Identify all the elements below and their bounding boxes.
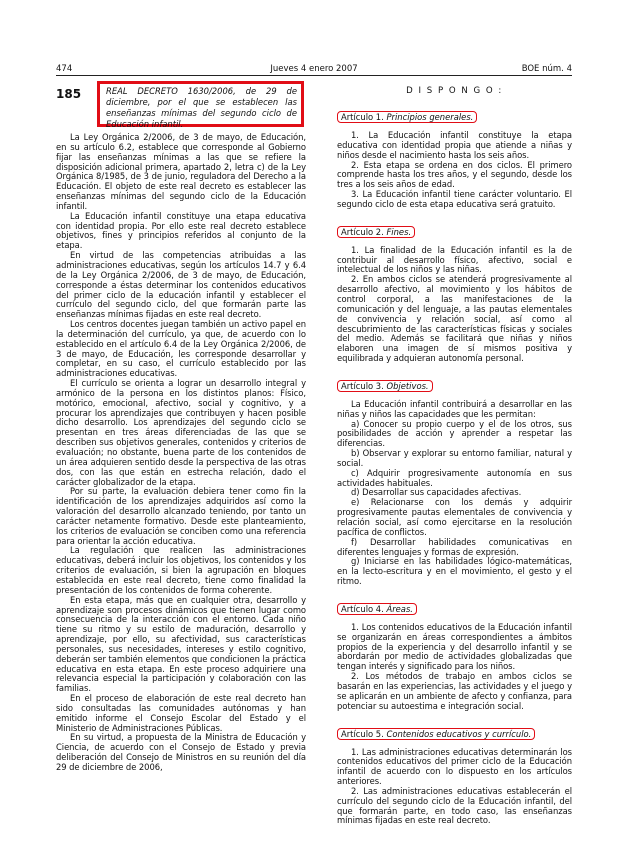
article-3 xyxy=(337,374,572,587)
article-paragraph: 1. La finalidad de la Educación infantil es la de contribuir al desarrollo físico, afectivo, social e intelectual de los niños y las niñas. xyxy=(337,244,572,275)
preamble-paragraph: En el proceso de elaboración de este real decreto han sido consultadas las comunidades autónomas y han emitido informe el Consejo Escolar del Estado y el Ministerio de Administraciones Públicas. xyxy=(56,693,306,733)
article-heading xyxy=(337,728,535,740)
article-heading xyxy=(337,603,417,615)
article-2 xyxy=(337,220,572,364)
bulletin-number: BOE núm. 4 xyxy=(521,64,572,74)
article-paragraph: g) Iniciarse en las habilidades lógico-matemáticas, en la lecto-escritura y en el movimiento, el gesto y el ritmo. xyxy=(337,556,572,587)
preamble-paragraph: La regulación que realicen las administraciones educativas, deberá incluir los objetivos, los contenidos y los criterios de evaluación, si bien la agrupación en bloques establecida en este real decreto, tiene como finalidad la presentación de los contenidos de forma coherente. xyxy=(56,545,306,595)
article-label: Artículo 5. xyxy=(341,728,384,739)
article-title: Objetivos. xyxy=(386,380,429,391)
article-paragraph: 2. Los métodos de trabajo en ambos ciclos se basarán en las experiencias, las actividades y el juego y se aplicarán en un ambiente de afecto y confianza, para potenciar su autoestima e integración social. xyxy=(337,671,572,711)
article-paragraph: e) Relacionarse con los demás y adquirir progresivamente pautas elementales de convivencia y relación social, así como ejercitarse en la resolución pacífica de conflictos. xyxy=(337,497,572,537)
article-5 xyxy=(337,722,572,827)
article-heading xyxy=(337,111,477,123)
article-paragraph: f) Desarrollar habilidades comunicativas en diferentes lenguajes y formas de expresión. xyxy=(337,536,572,557)
dispongo-heading: D I S P O N G O : xyxy=(406,86,503,96)
preamble-paragraph: En su virtud, a propuesta de la Ministra de Educación y Ciencia, de acuerdo con el Consejo de Estado y previa deliberación del Consejo de Ministros en su reunión del día 29 de diciembre de 2006, xyxy=(56,732,306,772)
preamble-paragraph: Los centros docentes juegan también un activo papel en la determinación del currículo, ya que, de acuerdo con lo establecido en el artículo 6.4 de la Ley Orgánica 2/2006, de 3 de mayo, de Educación, les corresponde desarrollar y completar, en su caso, el currículo establecido por las administraciones educativas. xyxy=(56,319,306,379)
article-title: Áreas. xyxy=(386,603,413,614)
article-4 xyxy=(337,597,572,712)
article-heading xyxy=(337,226,415,238)
decree-title: REAL DECRETO 1630/2006, de 29 de diciembre, por el que se establecen las enseñanzas mínimas del segundo ciclo de Educación infantil. xyxy=(106,86,297,129)
article-title: Contenidos educativos y currículo. xyxy=(386,728,532,739)
article-paragraph: 1. Los contenidos educativos de la Educación infantil se organizarán en áreas correspondientes a ámbitos propios de la experiencia y del desarrollo infantil y se abordarán por medio de actividades globalizadas que tengan interés y significado para los niños. xyxy=(337,621,572,672)
decree-number: 185 xyxy=(56,87,82,101)
header-date: Jueves 4 enero 2007 xyxy=(270,64,358,74)
page-header xyxy=(56,63,572,76)
article-paragraph: 1. Las administraciones educativas determinarán los contenidos educativos del primer ciclo de la Educación infantil de acuerdo con lo dispuesto en los artículos anteriores. xyxy=(337,746,572,787)
preamble-paragraph: El currículo se orienta a lograr un desarrollo integral y armónico de la persona en los distintos planos: Físico, motórico, emocional, afectivo, social y cognitivo, y a procurar los aprendizajes que contribuyen y hacen posible dicho desarrollo. Los aprendizajes del segundo ciclo se presentan en tres áreas diferenciadas de las que se describen sus objetivos generales, contenidos y criterios de evaluación; no obstante, buena parte de los contenidos de un área adquieren sentido desde la perspectiva de las otras dos, con las que están en estrecha relación, dado el carácter globalizador de la etapa. xyxy=(56,378,306,487)
page-number: 474 xyxy=(56,64,73,74)
right-column xyxy=(337,87,572,836)
article-paragraph: 3. La Educación infantil tiene carácter voluntario. El segundo ciclo de esta etapa educativa será gratuito. xyxy=(337,189,572,209)
article-label: Artículo 1. xyxy=(341,112,384,122)
article-label: Artículo 4. xyxy=(341,603,384,614)
articles xyxy=(337,105,572,826)
article-paragraph: 2. Las administraciones educativas establecerán el currículo del segundo ciclo de la Educación infantil, del que formarán parte, en todo caso, las enseñanzas mínimas fijadas en este real decreto. xyxy=(337,785,572,826)
article-1 xyxy=(337,105,572,210)
article-paragraph: b) Observar y explorar su entorno familiar, natural y social. xyxy=(337,448,572,468)
preamble-paragraph: En esta etapa, más que en cualquier otra, desarrollo y aprendizaje son procesos dinámicos que tienen lugar como consecuencia de la interacción con el entorno. Cada niño tiene su ritmo y su estilo de maduración, desarrollo y aprendizaje, por ello, su afectividad, sus características personales, sus necesidades, intereses y estilo cognitivo, deberán ser también elementos que condicionen la práctica educativa en esta etapa. En este proceso adquiriere una relevancia especial la participación y colaboración con las familias. xyxy=(56,594,306,694)
article-label: Artículo 2. xyxy=(341,226,384,237)
preamble-paragraph: La Educación infantil constituye una etapa educativa con identidad propia. Por ello este real decreto establece objetivos, fines y principios referidos al conjunto de la etapa. xyxy=(56,210,306,251)
article-title: Fines. xyxy=(386,226,412,237)
article-title: Principios generales. xyxy=(386,112,474,122)
article-paragraph: 1. La Educación infantil constituye la etapa educativa con identidad propia que atiende a niñas y niños desde el nacimiento hasta los seis años. xyxy=(337,130,572,160)
article-paragraph: d) Desarrollar sus capacidades afectivas. xyxy=(351,487,522,498)
preamble-paragraph: Por su parte, la evaluación debiera tener como fin la identificación de los aprendizajes adquiridos así como la valoración del desarrollo alcanzado teniendo, por tanto un carácter netamente formativo. Desde este planteamiento, los criterios de evaluación se conciben como una referencia para orientar la acción educativa. xyxy=(56,486,306,546)
article-paragraph: 2. Esta etapa se ordena en dos ciclos. El primero comprende hasta los tres años, y el segundo, desde los tres a los seis años de edad. xyxy=(337,159,572,190)
preamble-paragraph: La Ley Orgánica 2/2006, de 3 de mayo, de Educación, en su artículo 6.2, establece que corresponde al Gobierno fijar las enseñanzas mínimas a las que se refiere la disposición adicional primera, apartado 2, letra c) de la Ley Orgánica 8/1985, de 3 de junio, reguladora del Derecho a la Educación. El objeto de este real decreto es establecer las enseñanzas mínimas del segundo ciclo de la Educación infantil. xyxy=(56,132,306,211)
preamble xyxy=(56,133,306,773)
article-label: Artículo 3. xyxy=(341,380,384,391)
article-heading xyxy=(337,380,433,392)
article-paragraph: 2. En ambos ciclos se atenderá progresivamente al desarrollo afectivo, al movimiento y los hábitos de control corporal, a las manifestaciones de la comunicación y del lenguaje, a las pautas elementales de convivencia y relación social, así como al descubrimiento de las características físicas y sociales del medio. Además se facilitará que niñas y niños elaboren una imagen de sí mismos positiva y equilibrada y adquieran autonomía personal. xyxy=(337,274,572,364)
article-paragraph: a) Conocer su propio cuerpo y el de los otros, sus posibilidades de acción y aprender a respetar las diferencias. xyxy=(337,418,572,449)
decree-title-box xyxy=(97,81,304,127)
article-paragraph: La Educación infantil contribuirá a desarrollar en las niñas y niños las capacidades que les permitan: xyxy=(337,398,572,419)
article-paragraph: c) Adquirir progresivamente autonomía en sus actividades habituales. xyxy=(337,467,572,488)
preamble-paragraph: En virtud de las competencias atribuidas a las administraciones educativas, según los artículos 14.7 y 6.4 de la Ley Orgánica 2/2006, de 3 de mayo, de Educación, corresponde a éstas determinar los contenidos educativos del primer ciclo de la educación infantil y establecer el currículo del segundo ciclo, del que formarán parte las enseñanzas mínimas fijadas en este real decreto. xyxy=(56,250,306,320)
